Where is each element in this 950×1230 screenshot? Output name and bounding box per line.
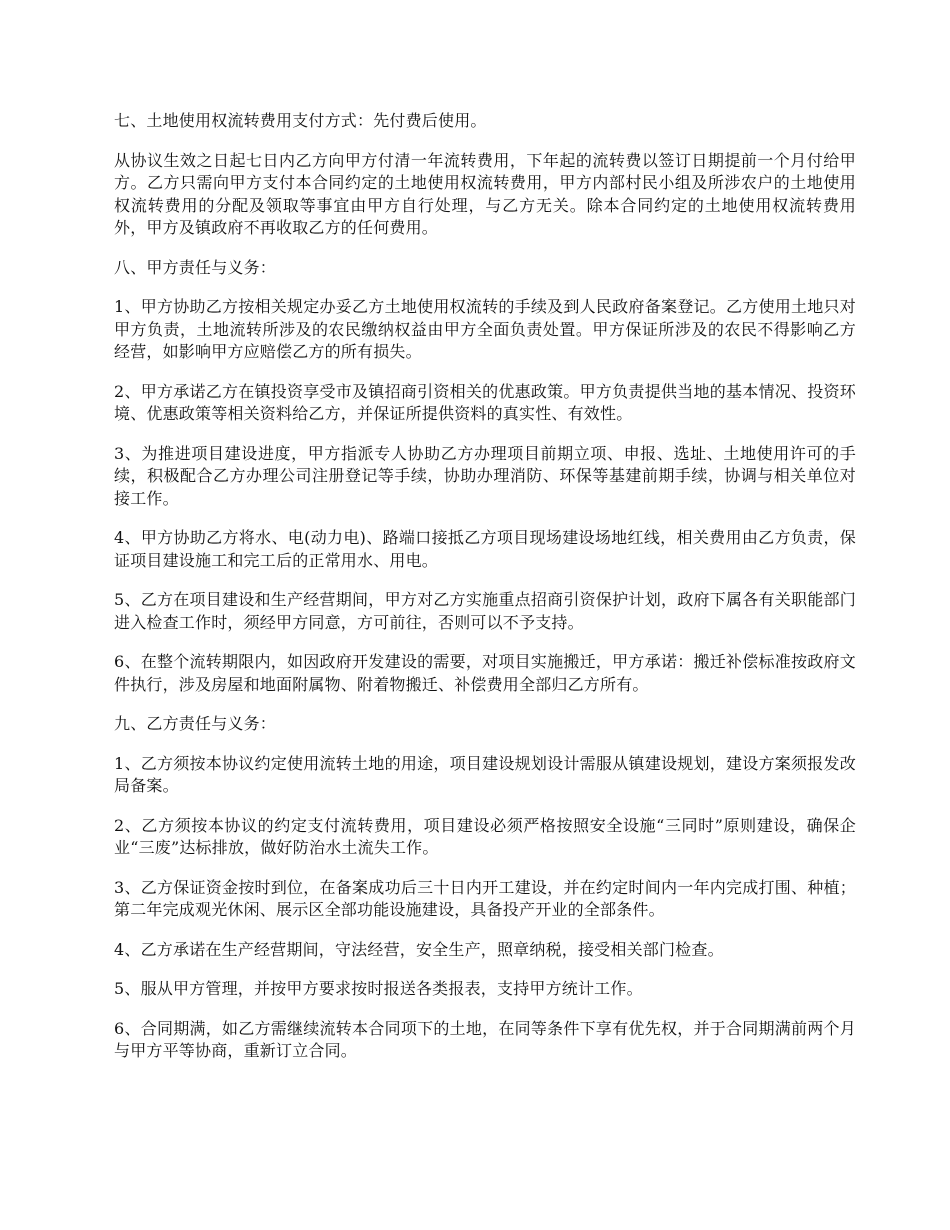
section-7-heading: 七、土地使用权流转费用支付方式：先付费后使用。 xyxy=(114,111,487,130)
section-9-item-3: 3、乙方保证资金按时到位，在备案成功后三十日内开工建设，并在约定时间内一年内完成打围、种植；第二年完成观光休闲、展示区全部功能设施建设，具备投产开业的全部条件。 xyxy=(114,877,856,919)
section-7-body: 从协议生效之日起七日内乙方向甲方付清一年流转费用，下年起的流转费以签订日期提前一个月付给甲方。乙方只需向甲方支付本合同约定的土地使用权流转费用，甲方内部村民小组及所涉农户的土地使用权流转费用的分配及领取等事宜由甲方自行处理，与乙方无关。除本合同约定的土地使用权流转费用外，甲方及镇政府不再收取乙方的任何费用。 xyxy=(114,150,856,237)
section-9-heading: 九、乙方责任与义务： xyxy=(114,714,277,733)
section-8-heading: 八、甲方责任与义务： xyxy=(114,257,277,277)
section-8-item-4: 4、甲方协助乙方将水、电(动力电)、路端口接抵乙方项目现场建设场地红线，相关费用由乙方负责，保证项目建设施工和完工后的正常用水、用电。 xyxy=(114,528,856,570)
section-9-item-1: 1、乙方须按本协议约定使用流转土地的用途，项目建设规划设计需服从镇建设规划，建设方案须报发改局备案。 xyxy=(114,753,856,795)
section-9-item-5: 5、服从甲方管理，并按甲方要求按时报送各类报表，支持甲方统计工作。 xyxy=(114,979,643,998)
section-8-item-1: 1、甲方协助乙方按相关规定办妥乙方土地使用权流转的手续及到人民政府备案登记。乙方使用土地只对甲方负责，土地流转所涉及的农民缴纳权益由甲方全面负责处置。甲方保证所涉及的农民不得影响乙方经营，如影响甲方应赔偿乙方的所有损失。 xyxy=(114,297,856,361)
section-9-item-2: 2、乙方须按本协议的约定支付流转费用，项目建设必须严格按照安全设施“三同时”原则建设，确保企业“三废”达标排放，做好防治水土流失工作。 xyxy=(114,815,856,857)
section-8-item-2: 2、甲方承诺乙方在镇投资享受市及镇招商引资相关的优惠政策。甲方负责提供当地的基本情况、投资环境、优惠政策等相关资料给乙方，并保证所提供资料的真实性、有效性。 xyxy=(114,381,856,423)
section-8-item-5: 5、乙方在项目建设和生产经营期间，甲方对乙方实施重点招商引资保护计划，政府下属各有关职能部门进入检查工作时，须经甲方同意，方可前往，否则可以不予支持。 xyxy=(114,590,856,632)
section-8-item-6: 6、在整个流转期限内，如因政府开发建设的需要，对项目实施搬迁，甲方承诺：搬迁补偿标准按政府文件执行，涉及房屋和地面附属物、附着物搬迁、补偿费用全部归乙方所有。 xyxy=(114,652,856,694)
section-8-item-3: 3、为推进项目建设进度，甲方指派专人协助乙方办理项目前期立项、申报、选址、土地使用许可的手续，积极配合乙方办理公司注册登记等手续，协助办理消防、环保等基建前期手续，协调与相关单位对接工作。 xyxy=(114,443,856,508)
section-9-item-6: 6、合同期满，如乙方需继续流转本合同项下的土地，在同等条件下享有优先权，并于合同期满前两个月与甲方平等协商，重新订立合同。 xyxy=(114,1018,856,1060)
document-page xyxy=(114,110,856,1080)
section-9-item-4: 4、乙方承诺在生产经营期间，守法经营，安全生产，照章纳税，接受相关部门检查。 xyxy=(114,939,724,959)
